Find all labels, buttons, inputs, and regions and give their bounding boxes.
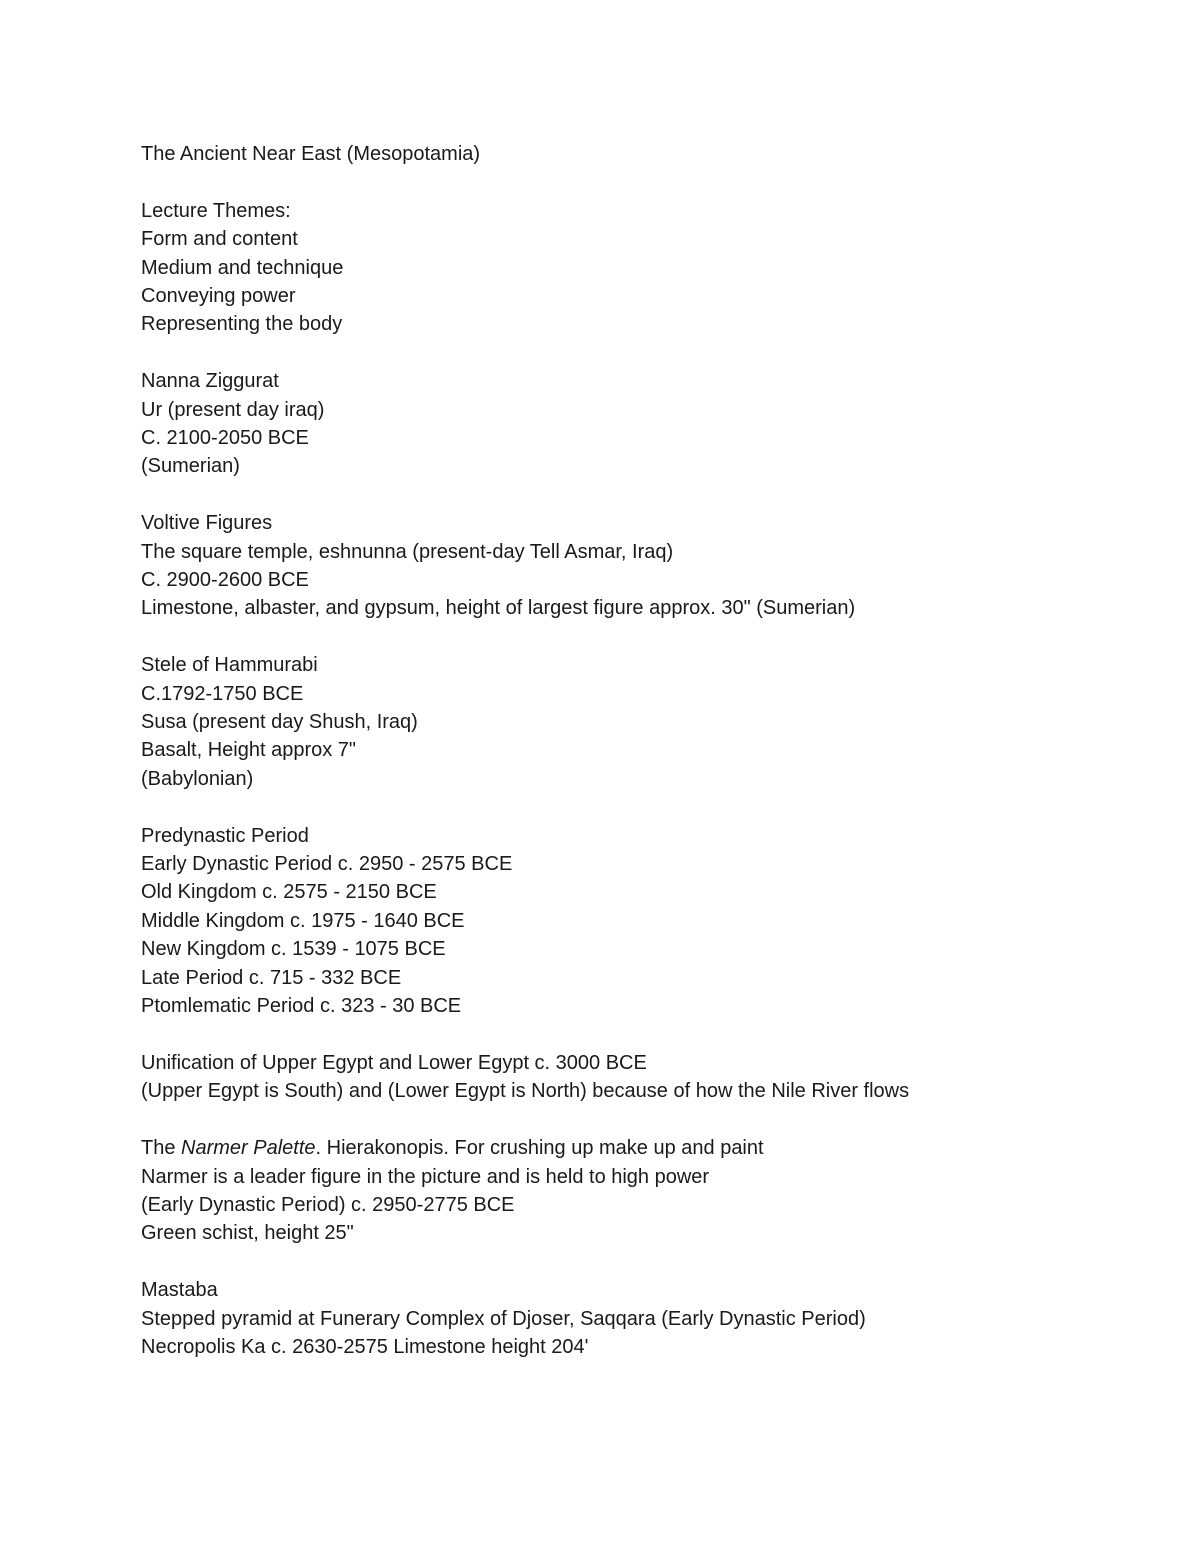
narmer-palette-italic: Narmer Palette xyxy=(181,1137,316,1160)
period-item: Predynastic Period xyxy=(141,824,309,847)
nanna-line: C. 2100-2050 BCE xyxy=(141,427,309,450)
mastaba-line: Stepped pyramid at Funerary Complex of Djoser, Saqqara (Early Dynastic Period) xyxy=(141,1307,866,1330)
period-item: Early Dynastic Period c. 2950 - 2575 BCE xyxy=(141,853,513,876)
voltive-heading: Voltive Figures xyxy=(141,512,273,535)
hammurabi-line: C.1792-1750 BCE xyxy=(141,682,304,705)
narmer-line: Narmer is a leader figure in the picture and is held to high power xyxy=(141,1165,710,1188)
theme-item: Form and content xyxy=(141,228,298,251)
period-item: Old Kingdom c. 2575 - 2150 BCE xyxy=(141,881,437,904)
spacer xyxy=(141,168,1141,196)
theme-item: Medium and technique xyxy=(141,256,344,279)
nanna-line: Ur (present day iraq) xyxy=(141,398,325,421)
spacer xyxy=(141,1248,1141,1276)
hammurabi-heading: Stele of Hammurabi xyxy=(141,654,318,677)
narmer-prefix: The xyxy=(141,1137,182,1160)
nanna-line: (Sumerian) xyxy=(141,455,240,478)
unification-line: Unification of Upper Egypt and Lower Egypt c. 3000 BCE xyxy=(141,1051,647,1074)
period-item: Late Period c. 715 - 332 BCE xyxy=(141,966,402,989)
voltive-line: Limestone, albaster, and gypsum, height of largest figure approx. 30" (Sumerian) xyxy=(141,597,856,620)
spacer xyxy=(141,339,1141,367)
spacer xyxy=(141,623,1141,651)
theme-item: Representing the body xyxy=(141,313,343,336)
period-item: Ptomlematic Period c. 323 - 30 BCE xyxy=(141,995,462,1018)
unification-line: (Upper Egypt is South) and (Lower Egypt is North) because of how the Nile River flows xyxy=(141,1080,910,1103)
narmer-line: (Early Dynastic Period) c. 2950-2775 BCE xyxy=(141,1193,515,1216)
period-item: New Kingdom c. 1539 - 1075 BCE xyxy=(141,938,446,961)
narmer-line: Green schist, height 25" xyxy=(141,1222,354,1245)
voltive-line: The square temple, eshnunna (present-day Tell Asmar, Iraq) xyxy=(141,540,674,563)
mastaba-line: Necropolis Ka c. 2630-2575 Limestone height 204' xyxy=(141,1335,589,1358)
document-title: The Ancient Near East (Mesopotamia) xyxy=(141,143,481,165)
spacer xyxy=(141,1106,1141,1134)
spacer xyxy=(141,1021,1141,1049)
period-item: Middle Kingdom c. 1975 - 1640 BCE xyxy=(141,909,465,932)
mastaba-heading: Mastaba xyxy=(141,1279,218,1302)
themes-heading: Lecture Themes: xyxy=(141,199,291,222)
document-page xyxy=(141,140,1141,1361)
hammurabi-line: Basalt, Height approx 7" xyxy=(141,739,356,762)
voltive-line: C. 2900-2600 BCE xyxy=(141,569,309,592)
nanna-heading: Nanna Ziggurat xyxy=(141,370,279,393)
narmer-heading xyxy=(141,1134,1141,1162)
hammurabi-line: Susa (present day Shush, Iraq) xyxy=(141,711,418,734)
spacer xyxy=(141,793,1141,821)
spacer xyxy=(141,481,1141,509)
narmer-suffix: . Hierakonopis. For crushing up make up and paint xyxy=(315,1137,764,1160)
theme-item: Conveying power xyxy=(141,285,296,308)
hammurabi-line: (Babylonian) xyxy=(141,767,254,790)
